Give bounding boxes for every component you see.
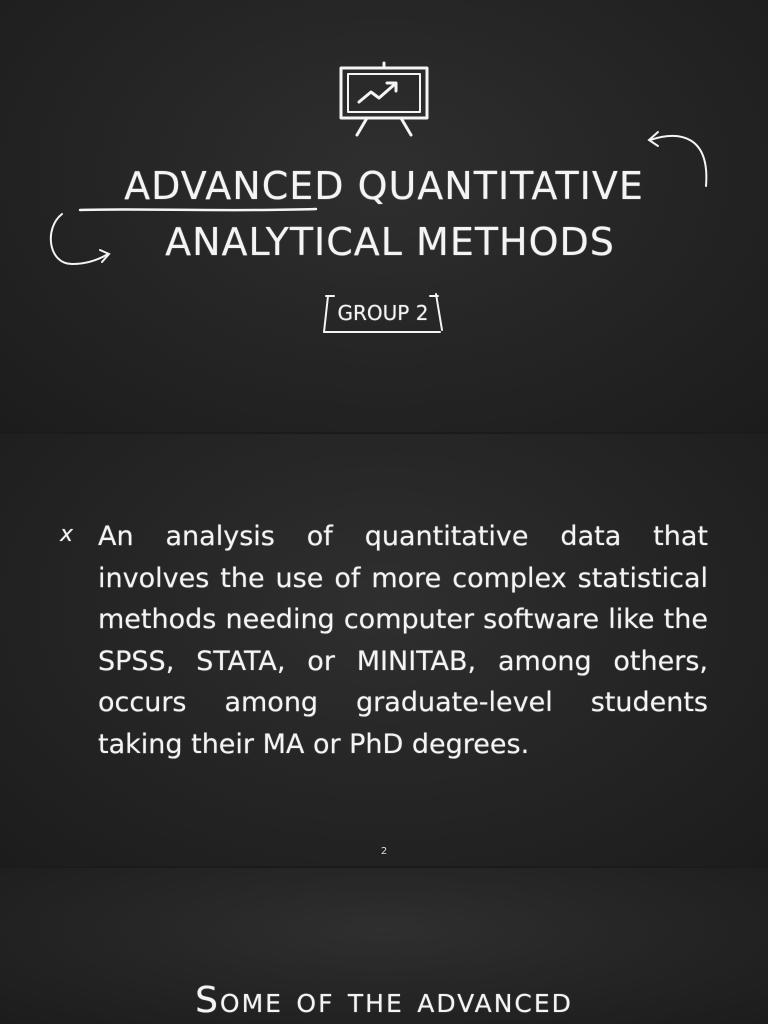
- bullet-marker: x: [60, 522, 74, 547]
- page-number: 2: [380, 846, 388, 857]
- title-slide: [0, 0, 768, 432]
- bullet-item: [60, 516, 708, 765]
- definition-slide: [0, 434, 768, 866]
- title-line-1: ADVANCED QUANTITATIVE: [124, 164, 644, 208]
- next-slide: [0, 868, 768, 1024]
- group-label: GROUP 2: [337, 301, 429, 325]
- slide-title: Some of the advanced: [195, 980, 573, 1021]
- title-line-2: ANALYTICAL METHODS: [165, 220, 615, 264]
- presentation-board-icon: [337, 60, 431, 138]
- bullet-text: An analysis of quantitative data that involves the use of more complex statistical methods needing computer software like the SPSS, STATA, or MINITAB, among others, occurs among graduate-level students taking their MA or PhD degrees.: [98, 521, 708, 760]
